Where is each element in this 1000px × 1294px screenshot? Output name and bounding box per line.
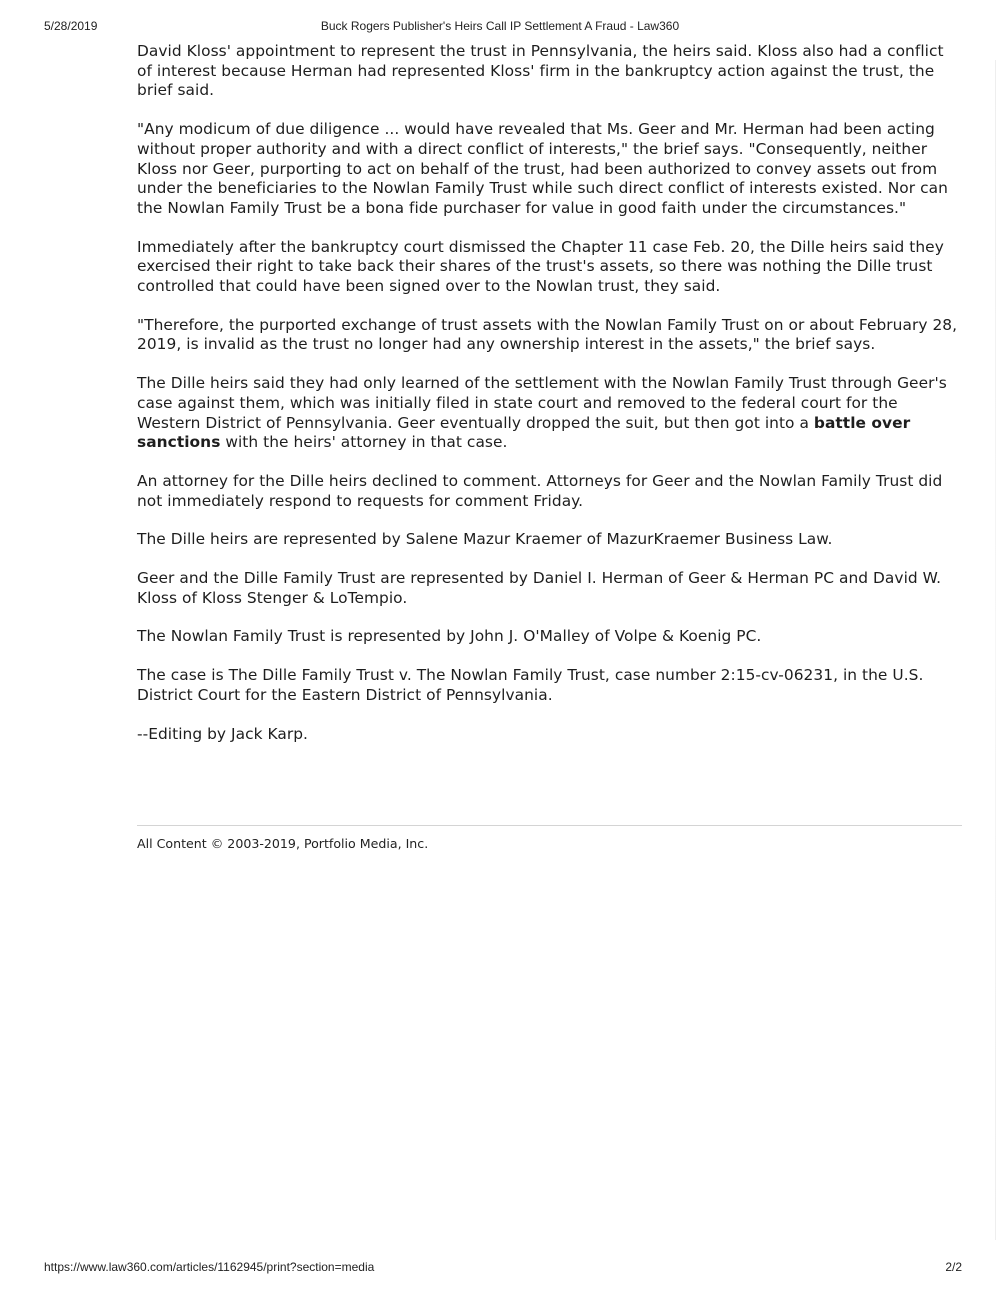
paragraph: The Dille heirs are represented by Salene Mazur Kraemer of MazurKraemer Business Law.: [137, 530, 833, 549]
paragraph: "Any modicum of due diligence ... would have revealed that Ms. Geer and Mr. Herman had been acting without proper authority and with a direct conflict of interests," the brief says. "Consequently, neither Kloss nor Geer, purporting to act on behalf of the trust, had been authorized to convey assets out from under the beneficiaries to the Nowlan Family Trust while such direct conflict of interests existed. Nor can the Nowlan Family Trust be a bona fide purchaser for value in good faith under the circumstances.": [137, 120, 948, 217]
page-number: 2/2: [945, 1260, 962, 1274]
print-title: Buck Rogers Publisher's Heirs Call IP Settlement A Fraud - Law360: [320, 19, 680, 33]
paragraph-text: The Dille heirs said they had only learned of the settlement with the Nowlan Family Trust through Geer's case against them, which was initially filed in state court and removed to the federal court for the Western District of Pennsylvania. Geer eventually dropped the suit, but then got into a: [137, 374, 947, 432]
print-footer: [0, 1260, 1000, 1276]
scan-edge: [995, 60, 996, 1240]
divider: [137, 825, 962, 826]
paragraph: David Kloss' appointment to represent the trust in Pennsylvania, the heirs said. Kloss also had a conflict of interest because Herman had represented Kloss' firm in the bankruptcy action against the trust, the brief said.: [137, 42, 944, 100]
print-header: [0, 19, 1000, 35]
paragraph: The case is The Dille Family Trust v. The Nowlan Family Trust, case number 2:15-cv-06231, in the U.S. District Court for the Eastern District of Pennsylvania.: [137, 666, 924, 704]
paragraph: The Nowlan Family Trust is represented by John J. O'Malley of Volpe & Koenig PC.: [137, 627, 762, 646]
editor-credit: --Editing by Jack Karp.: [137, 724, 309, 743]
paragraph: An attorney for the Dille heirs declined to comment. Attorneys for Geer and the Nowlan Family Trust did not immediately respond to requests for comment Friday.: [137, 471, 943, 510]
paragraph: Immediately after the bankruptcy court dismissed the Chapter 11 case Feb. 20, the Dille heirs said they exercised their right to take back their shares of the trust's assets, so there was nothing the Dille trust controlled that could have been signed over to the Nowlan trust, they said.: [137, 237, 944, 296]
print-date: 5/28/2019: [44, 19, 98, 33]
paragraph: "Therefore, the purported exchange of trust assets with the Nowlan Family Trust on or about February 28, 2019, is invalid as the trust no longer had any ownership interest in the assets," the brief says.: [137, 315, 958, 354]
article-body: [137, 42, 962, 763]
paragraph-text: with the heirs' attorney in that case.: [220, 433, 508, 452]
paragraph: Geer and the Dille Family Trust are represented by Daniel I. Herman of Geer & Herman PC and David W. Kloss of Kloss Stenger & LoTempio.: [137, 569, 942, 607]
copyright-notice: All Content © 2003-2019, Portfolio Media, Inc.: [137, 836, 429, 851]
sanctions-link[interactable]: battle over sanctions: [137, 413, 911, 452]
paragraph: [137, 374, 962, 453]
print-url: https://www.law360.com/articles/1162945/print?section=media: [44, 1260, 375, 1274]
